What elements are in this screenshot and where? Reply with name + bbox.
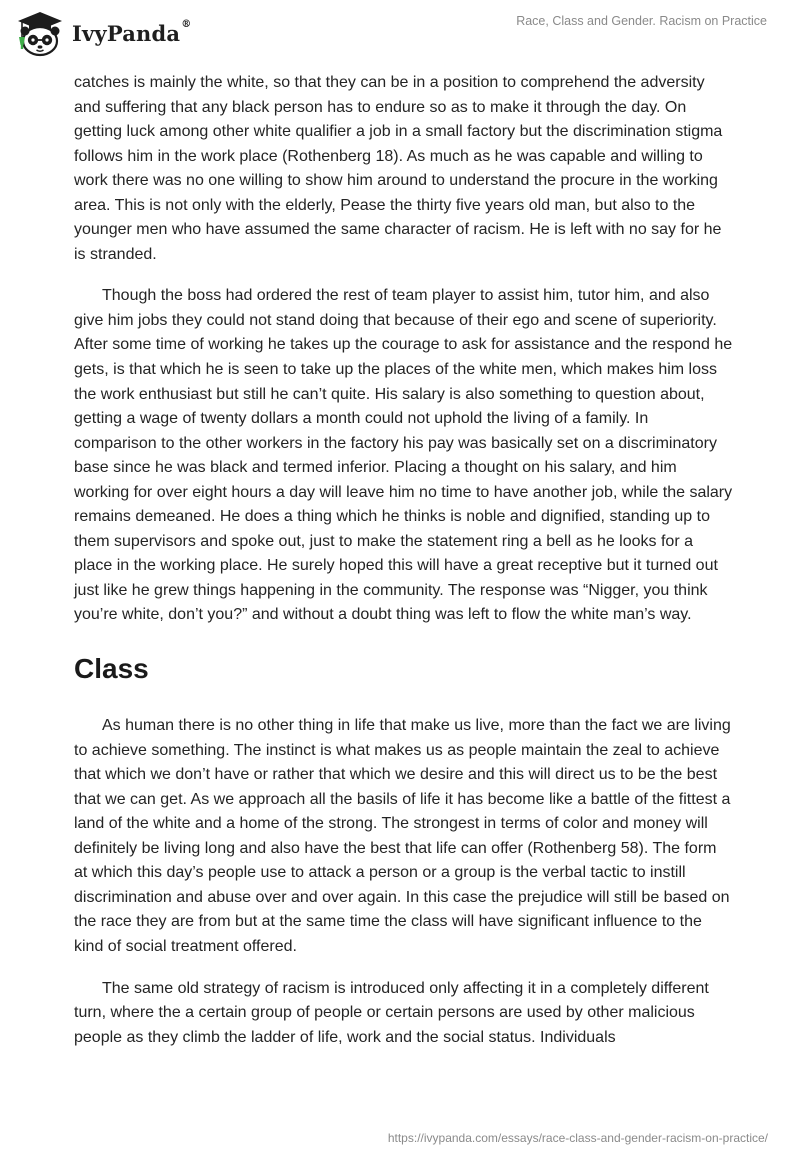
section-heading-class: Class [74, 653, 149, 685]
paragraph-1: catches is mainly the white, so that they can be in a position to comprehend the adversity and suffering that any black person has to endure so as to make it through the day. On getting luck among other white qualifier a job in a small factory but the discrimination stigma follows him in the work place (Rothenberg 18). As much as he was capable and willing to work there was no one willing to show him around to understand the procure in the working area. This is not only with the elderly, Pease the thirty five years old man, but also to the younger men who have assumed the same character of racism. He is left with no say for he is stranded. [74, 74, 723, 263]
panda-graduate-icon [14, 9, 66, 57]
paragraph-3: As human there is no other thing in life that make us live, more than the fact we are living to achieve something. The instinct is what makes us as people maintain the zeal to achieve that which we don’t have or rather that which we desire and this will direct us to be the best that we can get. As we approach all the basils of life it has become like a battle of the fittest a land of the white and a home of the strong. The strongest in terms of color and money will definitely be living long and also have the best that life can offer (Rothenberg 58). The form at which this day’s people use to attack a person or a group is the verbal tactic to instill discrimination and abuse over and over again. In this case the prejudice will still be based on the race they are from but at the same time the class will have significant influence to the kind of social treatment offered. [74, 717, 731, 955]
source-url-link[interactable]: https://ivypanda.com/essays/race-class-and-gender-racism-on-practice/ [387, 1131, 768, 1145]
document-title: Race, Class and Gender. Racism on Practice [516, 14, 767, 28]
essay-body [74, 71, 734, 1050]
registered-mark: ® [181, 18, 192, 30]
logo-wordmark: IvyPanda® [72, 18, 192, 46]
page-header [0, 0, 800, 70]
paragraph-4: The same old strategy of racism is introduced only affecting it in a completely different turn, where the a certain group of people or certain persons are used by other malicious people as they climb the ladder of life, work and the social status. Individuals [74, 979, 709, 1046]
paragraph-2: Though the boss had ordered the rest of team player to assist him, tutor him, and also give him jobs they could not stand doing that because of their ego and scene of superiority. After some time of working he takes up the courage to ask for assistance and the respond he gets, is that which he is seen to take up the places of the white men, which makes him loss the work enthusiast but still he can’t quite. His salary is also something to question about, getting a wage of twenty dollars a month could not uphold the living of a family. In comparison to the other workers in the factory his pay was basically set on a discriminatory base since he was black and termed inferior. Placing a thought on his salary, and him working for over eight hours a day will leave him no time to have another job, while the salary remains demeaned. He does a thing which he thinks is noble and dignified, standing up to them supervisors and spoke out, just to make the statement ring a bell as he looks for a place in the working place. He surely hoped this will have a great receptive but it turned out just like he grew things happening in the community. The response was “Nigger, you think you’re white, don’t you?” and without a doubt thing was left to flow the white man’s way. [74, 287, 733, 624]
ivypanda-logo[interactable] [14, 9, 191, 57]
